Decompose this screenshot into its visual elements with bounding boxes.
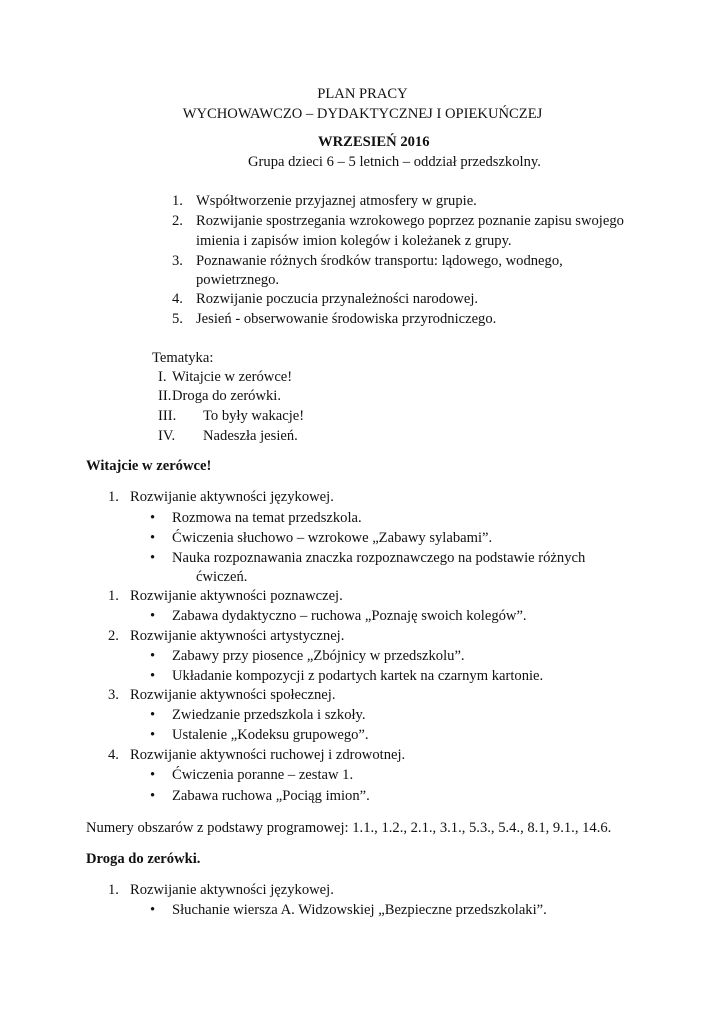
goal-number: 5. xyxy=(172,311,183,327)
item-number: 1. xyxy=(108,588,119,604)
bullet-text: Ćwiczenia słuchowo – wzrokowe „Zabawy sylabami”. xyxy=(172,530,493,546)
topics-label: Tematyka: xyxy=(152,350,214,366)
item-number: 1. xyxy=(108,882,119,898)
topic-text: To były wakacje! xyxy=(203,408,305,424)
bullet: • xyxy=(150,530,156,546)
item-number: 3. xyxy=(108,687,119,703)
item-number: 2. xyxy=(108,628,119,644)
bullet: • xyxy=(150,648,156,664)
item-text: Rozwijanie aktywności ruchowej i zdrowotnej. xyxy=(130,747,406,763)
bullet: • xyxy=(150,550,156,566)
section-heading: Droga do zerówki. xyxy=(86,851,201,867)
bullet: • xyxy=(150,510,156,526)
month-heading: WRZESIEŃ 2016 xyxy=(318,134,430,150)
bullet-text: Układanie kompozycji z podartych kartek na czarnym kartonie. xyxy=(172,668,544,684)
doc-title: PLAN PRACY xyxy=(317,86,408,102)
bullet-text: Nauka rozpoznawania znaczka rozpoznawczego na podstawie różnych xyxy=(172,550,586,566)
item-text: Rozwijanie aktywności artystycznej. xyxy=(130,628,345,644)
topic-number: I. xyxy=(158,369,167,385)
topic-number: III. xyxy=(158,408,177,424)
topic-number: IV. xyxy=(158,428,176,444)
goal-text-cont: imienia i zapisów imion kolegów i koleżanek z grupy. xyxy=(196,233,512,249)
goal-text: Rozwijanie spostrzegania wzrokowego poprzez poznanie zapisu swojego xyxy=(196,213,624,229)
bullet-text: Ćwiczenia poranne – zestaw 1. xyxy=(172,767,354,783)
item-number: 1. xyxy=(108,489,119,505)
topic-text: Droga do zerówki. xyxy=(172,388,282,404)
goal-number: 1. xyxy=(172,193,183,209)
bullet: • xyxy=(150,727,156,743)
item-number: 4. xyxy=(108,747,119,763)
item-text: Rozwijanie aktywności społecznej. xyxy=(130,687,336,703)
bullet-text: Zabawa ruchowa „Pociąg imion”. xyxy=(172,788,370,804)
item-text: Rozwijanie aktywności poznawczej. xyxy=(130,588,343,604)
bullet: • xyxy=(150,668,156,684)
goal-text: Współtworzenie przyjaznej atmosfery w grupie. xyxy=(196,193,477,209)
bullet: • xyxy=(150,788,156,804)
bullet: • xyxy=(150,902,156,918)
goal-number: 4. xyxy=(172,291,183,307)
bullet: • xyxy=(150,707,156,723)
topic-text: Nadeszła jesień. xyxy=(203,428,298,444)
goal-text: Poznawanie różnych środków transportu: lądowego, wodnego, xyxy=(196,253,563,269)
curriculum-areas: Numery obszarów z podstawy programowej: 1.1., 1.2., 2.1., 3.1., 5.3., 5.4., 8.1, 9.1., 14.6. xyxy=(86,820,612,836)
bullet-text: Ustalenie „Kodeksu grupowego”. xyxy=(172,727,369,743)
bullet-text: Zwiedzanie przedszkola i szkoły. xyxy=(172,707,366,723)
topic-text: Witajcie w zerówce! xyxy=(172,369,293,385)
goal-text: Jesień - obserwowanie środowiska przyrodniczego. xyxy=(196,311,497,327)
bullet: • xyxy=(150,608,156,624)
doc-subtitle: WYCHOWAWCZO – DYDAKTYCZNEJ I OPIEKUŃCZEJ xyxy=(182,106,543,122)
topic-number: II. xyxy=(158,388,172,404)
goal-number: 3. xyxy=(172,253,183,269)
bullet-text: Zabawa dydaktyczno – ruchowa „Poznaję swoich kolegów”. xyxy=(172,608,527,624)
goal-text: Rozwijanie poczucia przynależności narodowej. xyxy=(196,291,479,307)
bullet: • xyxy=(150,767,156,783)
item-text: Rozwijanie aktywności językowej. xyxy=(130,882,334,898)
bullet-text-cont: ćwiczeń. xyxy=(196,569,248,585)
goal-number: 2. xyxy=(172,213,183,229)
group-description: Grupa dzieci 6 – 5 letnich – oddział przedszkolny. xyxy=(248,154,541,170)
goal-text-cont: powietrznego. xyxy=(196,272,280,288)
bullet-text: Słuchanie wiersza A. Widzowskiej „Bezpieczne przedszkolaki”. xyxy=(172,902,547,918)
item-text: Rozwijanie aktywności językowej. xyxy=(130,489,334,505)
section-heading: Witajcie w zerówce! xyxy=(86,458,212,474)
bullet-text: Zabawy przy piosence „Zbójnicy w przedszkolu”. xyxy=(172,648,465,664)
bullet-text: Rozmowa na temat przedszkola. xyxy=(172,510,362,526)
